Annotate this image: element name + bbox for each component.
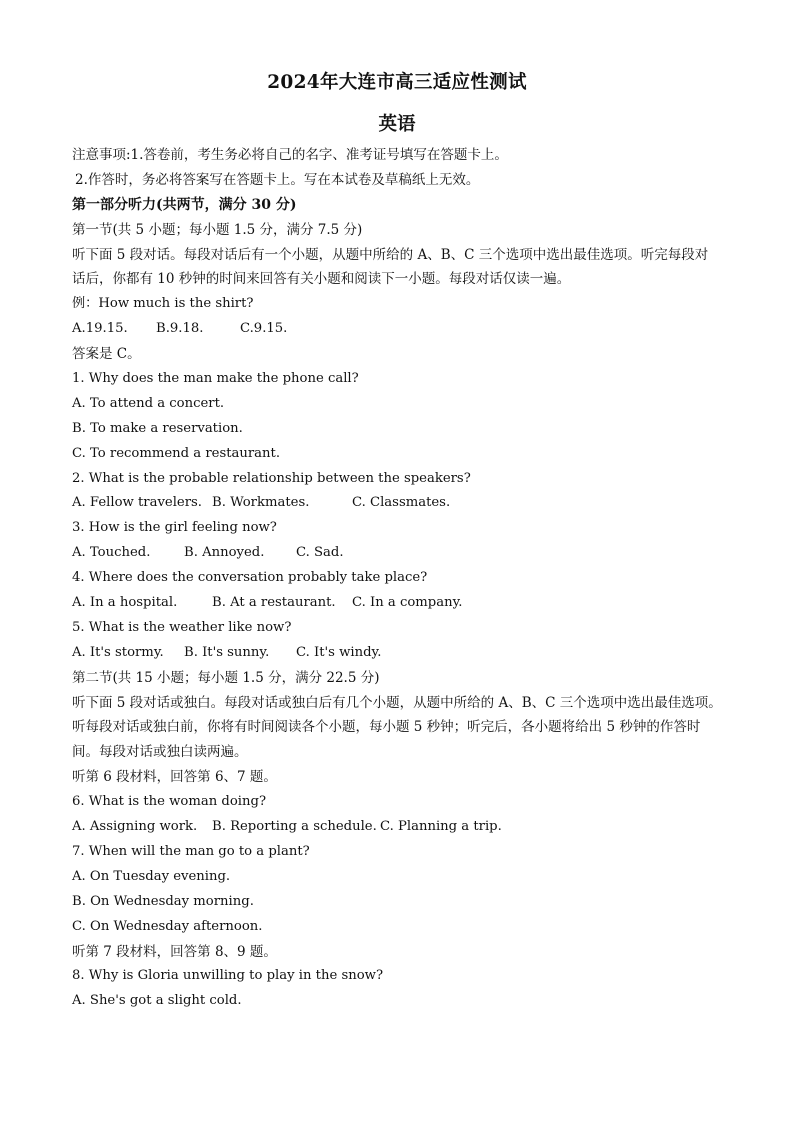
example-options (72, 317, 732, 342)
question-2-option-a: A. Fellow travelers. (72, 495, 203, 511)
section1-instructions-2: 话后，你都有 10 秒钟的时间来回答有关小题和阅读下一小题。每段对话仅读一遍。 (72, 271, 571, 288)
exam-title: 2024年大连市高三适应性测试 (267, 72, 527, 93)
question-7-option-b: B. On Wednesday morning. (72, 893, 254, 909)
question-2-option-b: B. Workmates. (212, 495, 310, 511)
question-6-option-c: C. Planning a trip. (380, 819, 502, 835)
exam-subject: 英语 (378, 114, 416, 135)
question-5-options (72, 641, 732, 666)
question-4-option-b: B. At a restaurant. (212, 595, 336, 611)
notes-line-2: 2.作答时，务必将答案写在答题卡上。写在本试卷及草稿纸上无效。 (75, 171, 480, 188)
example-option-b: B.9.18. (156, 321, 204, 337)
example-option-a: A.19.15. (72, 321, 128, 337)
question-3-option-b: B. Annoyed. (184, 545, 265, 561)
example-option-c: C.9.15. (240, 321, 288, 337)
question-1: 1. Why does the man make the phone call? (72, 371, 359, 387)
question-7-option-c: C. On Wednesday afternoon. (72, 918, 263, 934)
question-4-option-c: C. In a company. (352, 595, 463, 611)
section2-heading: 第二节(共 15 小题；每小题 1.5 分，满分 22.5 分) (72, 669, 380, 686)
question-3-option-c: C. Sad. (296, 545, 344, 561)
question-6-option-b: B. Reporting a schedule. (212, 819, 377, 835)
question-7-option-a: A. On Tuesday evening. (72, 868, 231, 884)
question-3: 3. How is the girl feeling now? (72, 520, 277, 536)
question-5-option-b: B. It's sunny. (184, 644, 270, 660)
section2-instructions-1: 听下面 5 段对话或独白。每段对话或独白后有几个小题，从题中所给的 A、B、C 三个选项中选出最佳选项。 (72, 694, 722, 711)
question-4-options (72, 591, 732, 616)
question-2: 2. What is the probable relationship between the speakers? (72, 470, 471, 486)
question-1-option-c: C. To recommend a restaurant. (72, 445, 281, 461)
question-7: 7. When will the man go to a plant? (72, 843, 310, 859)
question-2-options (72, 491, 732, 516)
question-5-option-c: C. It's windy. (296, 644, 382, 660)
material-6-heading: 听第 6 段材料，回答第 6、7 题。 (72, 769, 277, 786)
example-question: 例：How much is the shirt? (72, 296, 254, 312)
question-6-options (72, 815, 732, 840)
question-5: 5. What is the weather like now? (72, 619, 292, 635)
question-8-option-a: A. She's got a slight cold. (72, 993, 242, 1009)
example-answer: 答案是 C。 (72, 346, 141, 363)
question-8: 8. Why is Gloria unwilling to play in the snow? (72, 968, 384, 984)
question-6-option-a: A. Assigning work. (72, 819, 198, 835)
section1-instructions-1: 听下面 5 段对话。每段对话后有一个小题，从题中所给的 A、B、C 三个选项中选出最佳选项。听完每段对 (72, 246, 709, 263)
question-2-option-c: C. Classmates. (352, 495, 451, 511)
question-5-option-a: A. It's stormy. (72, 644, 164, 660)
notes-line-1: 注意事项:1.答卷前，考生务必将自己的名字、准考证号填写在答题卡上。 (72, 147, 508, 163)
question-1-option-b: B. To make a reservation. (72, 420, 243, 436)
question-3-option-a: A. Touched. (72, 545, 151, 561)
question-4: 4. Where does the conversation probably take place? (72, 570, 428, 586)
section2-instructions-3: 间。每段对话或独白读两遍。 (72, 744, 248, 761)
question-4-option-a: A. In a hospital. (72, 595, 178, 611)
question-1-option-a: A. To attend a concert. (72, 395, 225, 411)
part1-heading: 第一部分听力(共两节，满分 30 分) (72, 196, 297, 213)
section2-instructions-2: 听每段对话或独白前，你将有时间阅读各个小题，每小题 5 秒钟；听完后，各小题将给出 5 秒钟的作答时 (72, 719, 701, 736)
material-7-heading: 听第 7 段材料，回答第 8、9 题。 (72, 943, 277, 960)
exam-body (72, 143, 732, 1014)
question-6: 6. What is the woman doing? (72, 794, 267, 810)
question-3-options (72, 541, 732, 566)
section1-heading: 第一节(共 5 小题；每小题 1.5 分，满分 7.5 分) (72, 221, 363, 238)
